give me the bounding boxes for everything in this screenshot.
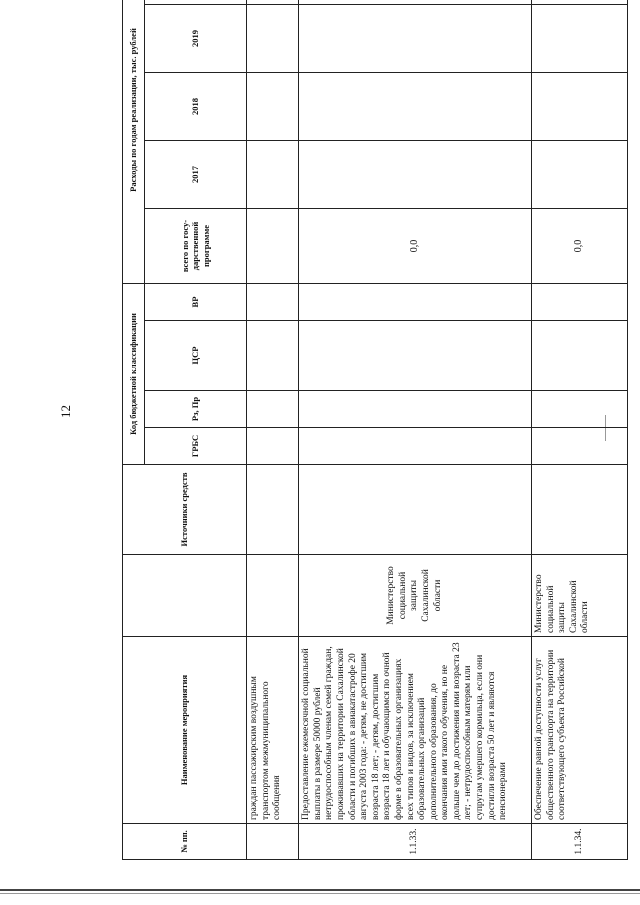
header-name: Наименование мероприятия	[123, 637, 247, 824]
budget-table	[122, 0, 628, 860]
row-year-2018	[247, 73, 299, 141]
row-num: 1.1.34.	[532, 824, 628, 860]
header-grbs: ГРБС	[145, 428, 247, 465]
row-source	[532, 465, 628, 555]
row-rz-pr	[532, 391, 628, 428]
row-rz-pr	[247, 391, 299, 428]
row-name: Обеспечение равной доступности услуг общественного транспорта на территории соответствующего субъекта Российской	[532, 637, 628, 824]
header-year-2020	[145, 0, 247, 5]
row-grbs	[532, 428, 628, 465]
row-year-2017	[247, 141, 299, 209]
header-year-2017: 2017	[145, 141, 247, 209]
row-year-2017	[299, 141, 532, 209]
row-vr	[299, 284, 532, 321]
row-year-2020	[247, 0, 299, 5]
row-csr	[532, 321, 628, 391]
row-csr	[247, 321, 299, 391]
row-num	[247, 824, 299, 860]
row-source	[299, 465, 532, 555]
row-total: 0,0	[532, 209, 628, 284]
budget-table-rotated	[122, 5, 628, 860]
header-year-2019: 2019	[145, 5, 247, 73]
row-year-2020	[299, 0, 532, 5]
row-total	[247, 209, 299, 284]
row-year-2020	[532, 0, 628, 5]
header-rz-pr: Рз, Пр	[145, 391, 247, 428]
row-year-2018	[299, 73, 532, 141]
row-year-2019	[532, 5, 628, 73]
row-name: граждан пассажирским воздушным транспортом межмуниципального сообщения	[247, 637, 299, 824]
row-csr	[299, 321, 532, 391]
header-total: всего по госу-дарственной программе	[145, 209, 247, 284]
header-year-2018: 2018	[145, 73, 247, 141]
table-row	[247, 0, 299, 860]
row-grbs	[299, 428, 532, 465]
row-vr	[247, 284, 299, 321]
page-edge-line-secondary	[0, 893, 640, 894]
row-rz-pr	[299, 391, 532, 428]
row-source	[247, 465, 299, 555]
row-year-2018	[532, 73, 628, 141]
row-total: 0,0	[299, 209, 532, 284]
header-vr: ВР	[145, 284, 247, 321]
header-num: № пп.	[123, 824, 247, 860]
row-executor: Министерство социальной защиты Сахалинской области	[532, 555, 628, 637]
page-edge-line	[0, 889, 640, 891]
row-vr	[532, 284, 628, 321]
header-budget-classification: Код бюджетной классификации	[123, 284, 145, 465]
row-year-2019	[247, 5, 299, 73]
row-year-2019	[299, 5, 532, 73]
table-row	[299, 0, 532, 860]
table-row	[532, 0, 628, 860]
header-csr: ЦСР	[145, 321, 247, 391]
row-year-2017	[532, 141, 628, 209]
row-num: 1.1.33.	[299, 824, 532, 860]
row-grbs	[247, 428, 299, 465]
header-expenses: Расходы по годам реализации, тыс. рублей	[123, 0, 145, 284]
row-executor: Министерство социальной защиты Сахалинской области	[299, 555, 532, 637]
header-executor	[123, 555, 247, 637]
header-source: Источники средств	[123, 465, 247, 555]
page-number: 12	[58, 405, 73, 418]
row-name: Предоставление ежемесячной социальной выплаты в размере 50000 рублей нетрудоспособным членам семей граждан, проживавших на территории Сахалинской области и погибших в авиакатастрофе 20 августа 2003 года: - детям, не достигшим возраста 18 лет; - детям, достигшим возраста 18 лет и обучающимся по очной форме в образовательных организациях всех типов и видов, за исключением образовательных организаций дополнительного образования, до окончания ими такого обучения, но не дольше чем до достижения ими возраста 23 лет; - нетрудоспособным матерям или супругам умершего кормильца, если они достигли возраста 50 лет и являются пенсионерами	[299, 637, 532, 824]
row-executor	[247, 555, 299, 637]
